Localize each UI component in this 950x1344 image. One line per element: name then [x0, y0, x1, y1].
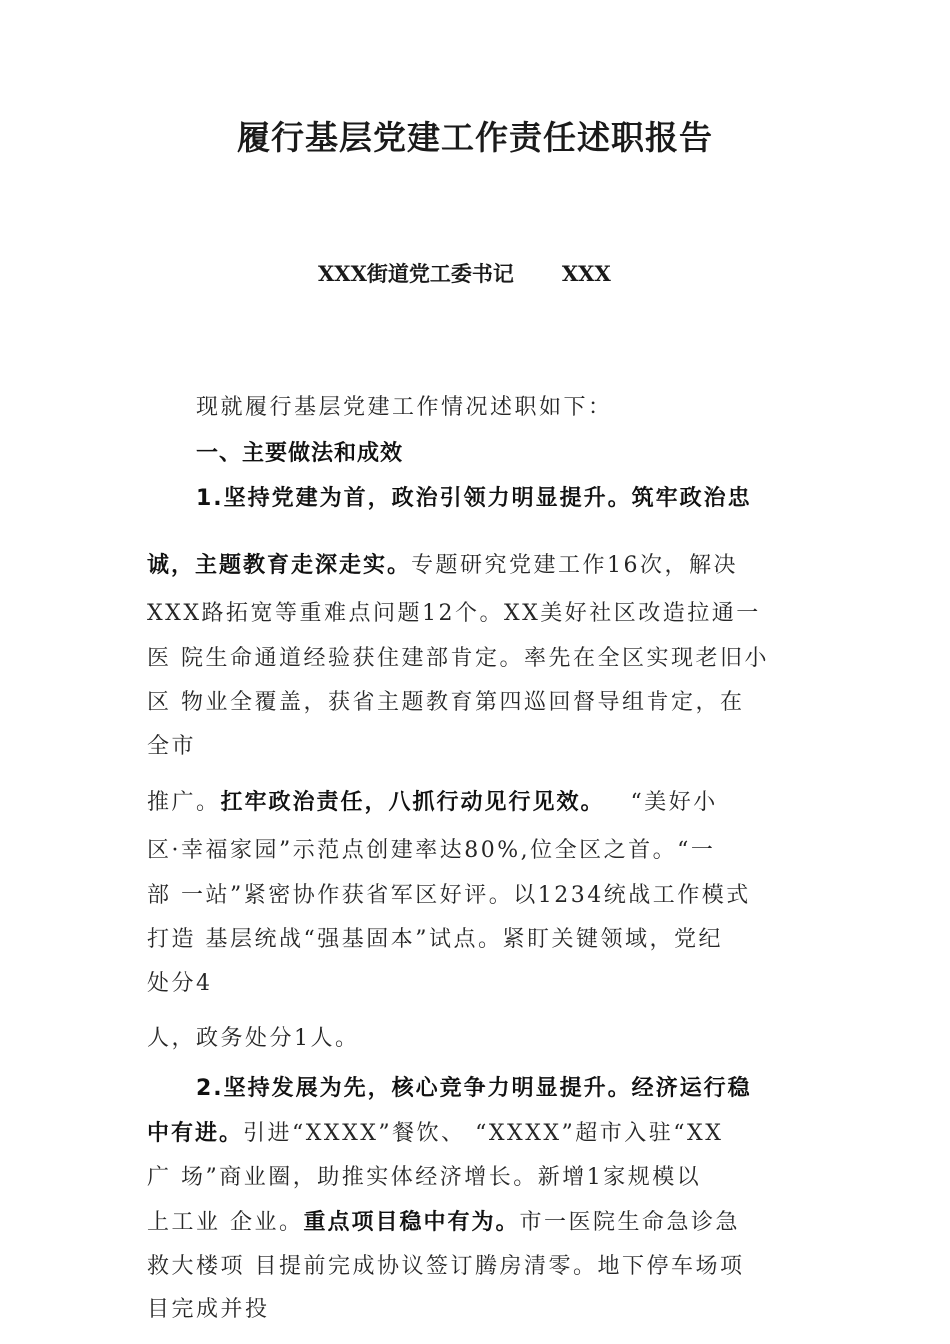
p1-line-2-text: 专题研究党建工作16次，解决	[411, 553, 739, 578]
p1-line-7-bold: 扛牢政治责任，八抓行动见行见效。	[220, 790, 605, 815]
document-title: 履行基层党建工作责任述职报告	[237, 118, 713, 157]
p1-line-10: 打造 基层统战“强基固本”试点。紧盯关键领域，党纪	[147, 927, 723, 952]
p1-line-2	[147, 548, 738, 579]
author-name: XXX	[561, 261, 611, 286]
p2-line-4-tail: 市一医院生命急诊急	[519, 1210, 741, 1235]
p2-line-2-text: 引进“XXXX”餐饮、 “XXXX”超市入驻“XX	[243, 1121, 724, 1146]
p2-line-5: 救大楼项 目提前完成协议签订腾房清零。地下停车场项	[147, 1254, 745, 1279]
p2-line-3: 广 场”商业圈，助推实体经济增长。新增1家规模以	[147, 1165, 702, 1190]
p1-line-8: 区·幸福家园”示范点创建率达80%,位全区之首。“一	[147, 838, 716, 863]
p1-line-5: 区 物业全覆盖，获省主题教育第四巡回督导组肯定，在	[147, 690, 745, 715]
p1-line-6: 全市	[147, 734, 197, 759]
section-heading: 一、主要做法和成效	[196, 441, 404, 466]
p1-line-9: 部 一站”紧密协作获省军区好评。以1234统战工作模式	[147, 883, 751, 908]
p2-line-4-text: 上工业 企业。	[147, 1210, 304, 1235]
author-line	[318, 258, 611, 288]
p1-line-2-bold: 诚，主题教育走深走实。	[147, 553, 412, 578]
p1-line-7-text: 推广。	[147, 790, 221, 815]
p1-line-4: 医 院生命通道经验获住建部肯定。率先在全区实现老旧小	[147, 646, 769, 671]
p2-line-2	[147, 1116, 723, 1147]
p1-line-3: XXX路拓宽等重难点问题12个。XX美好社区改造拉通一	[147, 601, 761, 626]
p2-line-2-bold: 中有进。	[147, 1121, 244, 1146]
p2-line-4-bold: 重点项目稳中有为。	[303, 1210, 520, 1235]
p2-line-1: 2.坚持发展为先，核心竞争力明显提升。经济运行稳	[196, 1076, 752, 1101]
p2-line-6: 目完成并投	[147, 1297, 270, 1322]
p2-line-4	[147, 1205, 740, 1236]
p1-line-11: 处分4	[147, 971, 213, 996]
p1-line-7-tail: “美好小	[630, 790, 718, 815]
p1-line-7	[147, 785, 718, 816]
intro-paragraph: 现就履行基层党建工作情况述职如下：	[196, 395, 613, 420]
author-position: XXX街道党工委书记	[318, 261, 514, 286]
p1-line-12: 人，政务处分1人。	[147, 1026, 360, 1051]
p1-line-1: 1.坚持党建为首，政治引领力明显提升。筑牢政治忠	[196, 486, 752, 511]
